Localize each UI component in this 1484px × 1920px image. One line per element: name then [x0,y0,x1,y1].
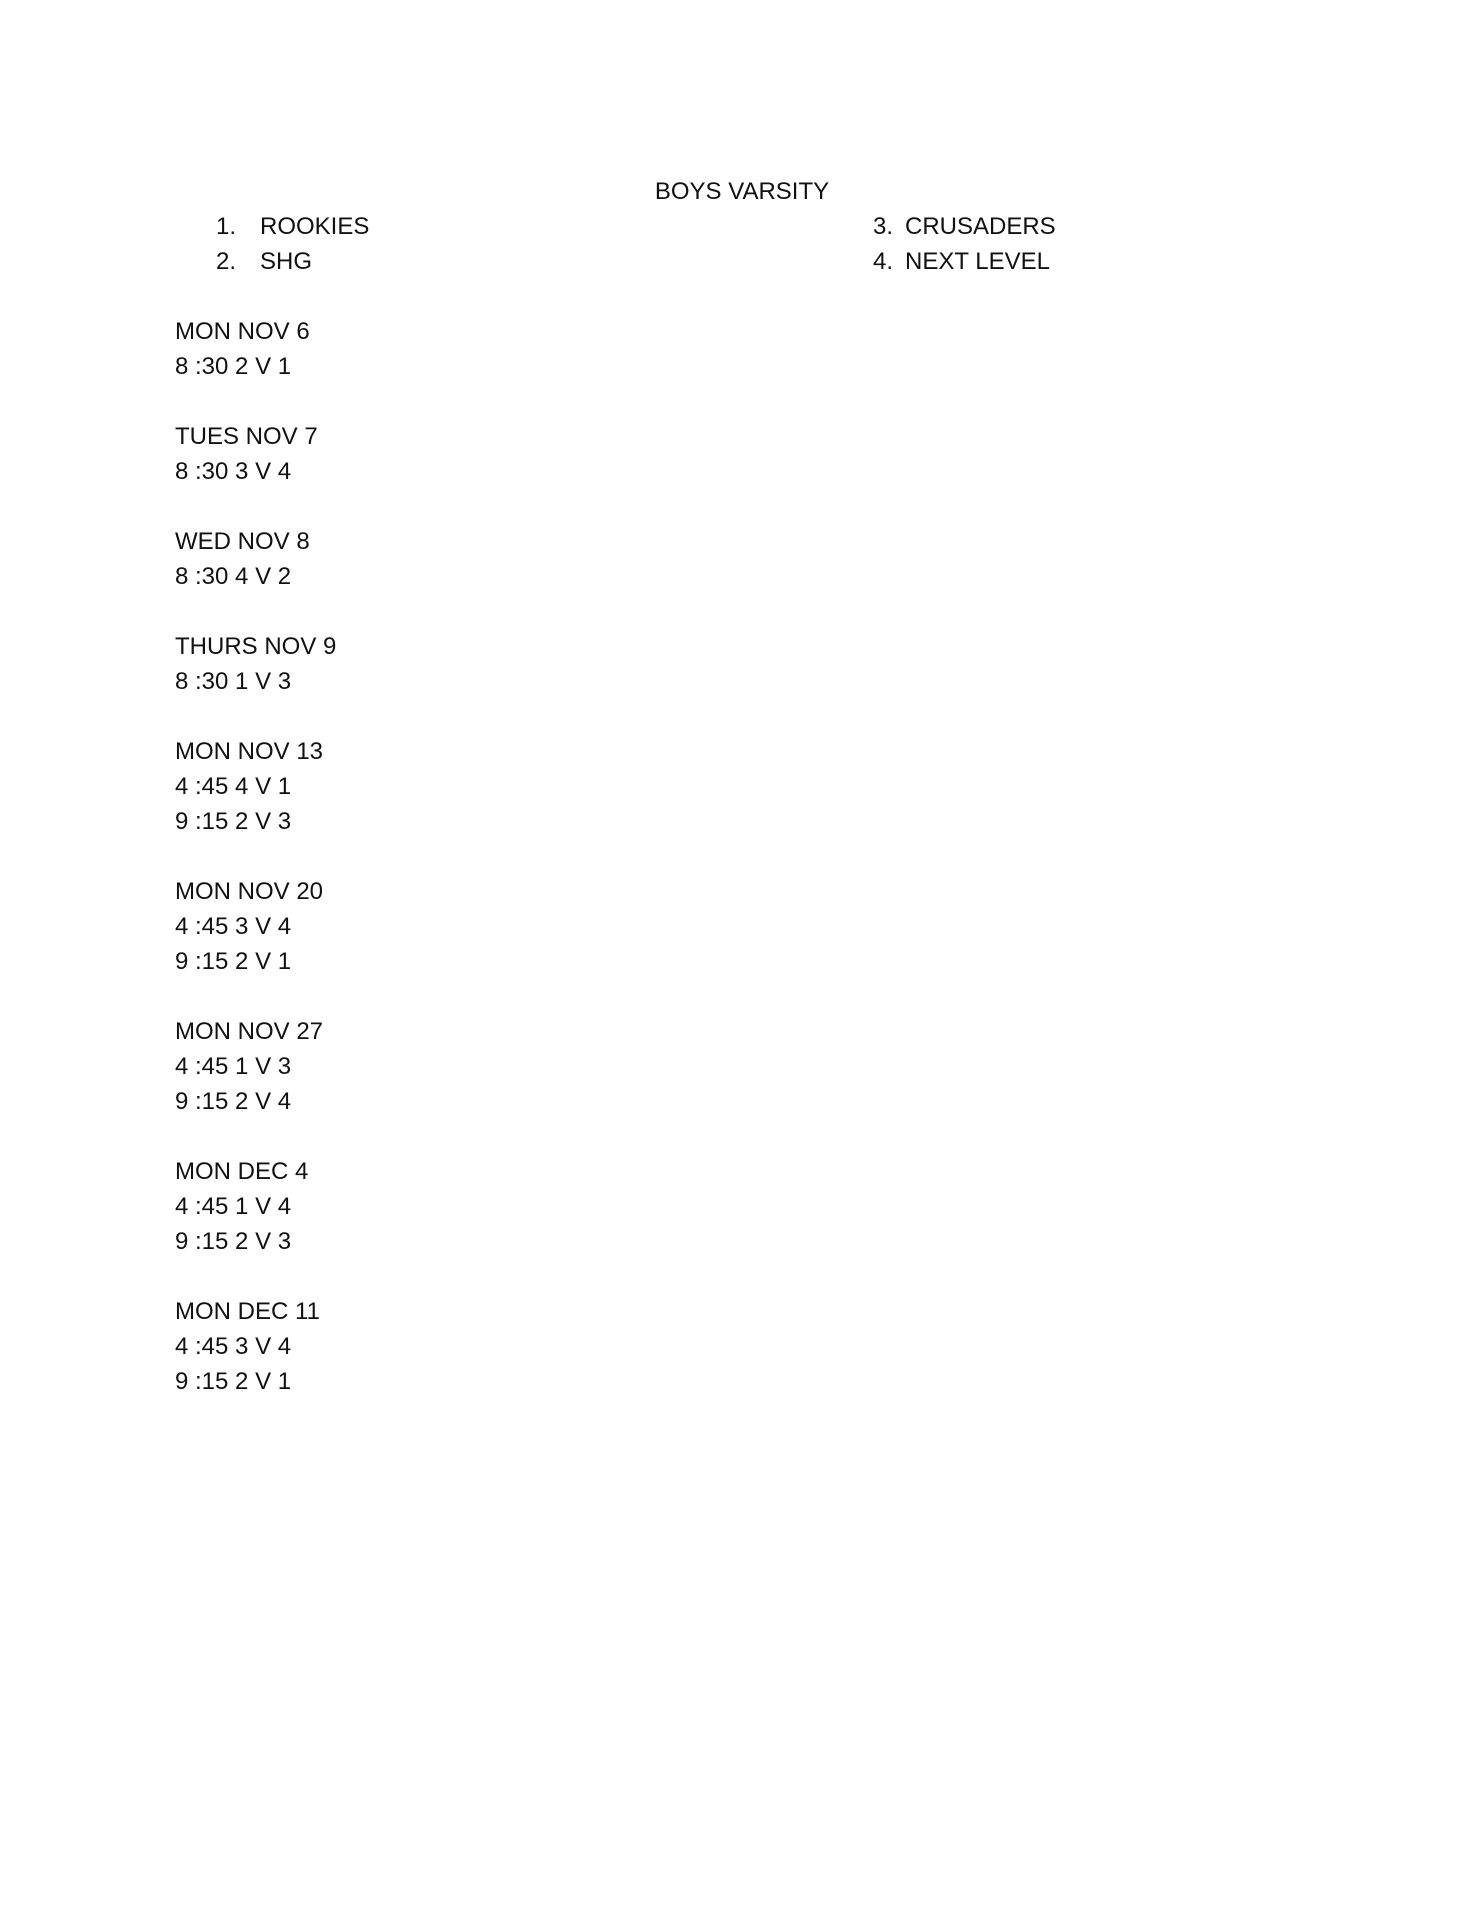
schedule-day [175,734,336,839]
schedule-day [175,419,336,489]
day-date: MON NOV 6 [175,318,310,345]
team-item [216,209,369,244]
day-date: THURS NOV 9 [175,633,337,660]
game-line: 4 :45 1 V 3 [175,1053,292,1080]
schedule-day [175,1014,336,1119]
game-line: 8 :30 4 V 2 [175,563,292,590]
day-date: MON DEC 4 [175,1158,309,1185]
team-number: 4. [873,248,894,275]
team-list-left [216,209,369,279]
game-line: 9 :15 2 V 4 [175,1088,292,1115]
team-number: 3. [873,213,894,240]
game-line: 9 :15 2 V 3 [175,808,292,835]
team-item [216,244,369,279]
team-item [873,209,1056,244]
schedule-day [175,1294,336,1399]
game-line: 4 :45 1 V 4 [175,1193,292,1220]
schedule-day [175,314,336,384]
game-line: 8 :30 2 V 1 [175,353,292,380]
day-date: MON NOV 20 [175,878,324,905]
schedule [175,314,336,1434]
game-line: 9 :15 2 V 1 [175,948,292,975]
team-number: 2. [216,248,237,275]
game-line: 4 :45 4 V 1 [175,773,292,800]
game-line: 4 :45 3 V 4 [175,913,292,940]
game-line: 8 :30 3 V 4 [175,458,292,485]
game-line: 8 :30 1 V 3 [175,668,292,695]
team-name: NEXT LEVEL [905,248,1050,275]
game-line: 9 :15 2 V 1 [175,1368,292,1395]
team-name: CRUSADERS [905,213,1056,240]
team-name: SHG [260,248,313,275]
team-list-right [873,209,1056,279]
team-number: 1. [216,213,237,240]
day-date: TUES NOV 7 [175,423,318,450]
day-date: MON DEC 11 [175,1298,320,1325]
day-date: WED NOV 8 [175,528,310,555]
schedule-day [175,629,336,699]
schedule-day [175,874,336,979]
page-title: BOYS VARSITY [654,178,830,205]
schedule-day [175,1154,336,1259]
team-name: ROOKIES [260,213,370,240]
game-line: 4 :45 3 V 4 [175,1333,292,1360]
day-date: MON NOV 13 [175,738,324,765]
schedule-day [175,524,336,594]
team-item [873,244,1056,279]
day-date: MON NOV 27 [175,1018,324,1045]
game-line: 9 :15 2 V 3 [175,1228,292,1255]
